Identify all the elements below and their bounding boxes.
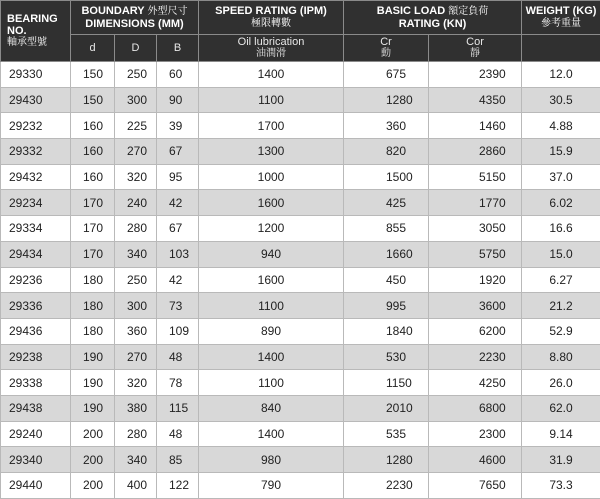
cell-d: 200 xyxy=(71,421,115,447)
cell-weight: 21.2 xyxy=(522,293,600,319)
cell-D: 250 xyxy=(115,62,157,88)
cell-B: 60 xyxy=(157,62,199,88)
cell-bearing-no: 29238 xyxy=(1,344,71,370)
header-dimensions-label: DIMENSIONS (MM) xyxy=(85,18,183,30)
cell-cor: 2860 xyxy=(429,139,522,165)
cell-cr: 820 xyxy=(344,139,429,165)
cell-D: 400 xyxy=(115,473,157,499)
cell-D: 225 xyxy=(115,113,157,139)
cell-B: 103 xyxy=(157,241,199,267)
cell-weight: 12.0 xyxy=(522,62,600,88)
cell-speed: 840 xyxy=(199,395,344,421)
cell-weight: 8.80 xyxy=(522,344,600,370)
cell-cor: 6200 xyxy=(429,318,522,344)
cell-d: 170 xyxy=(71,190,115,216)
cell-B: 42 xyxy=(157,267,199,293)
table-header xyxy=(1,1,600,62)
table-row xyxy=(1,190,600,216)
cell-bearing-no: 29232 xyxy=(1,113,71,139)
cell-d: 200 xyxy=(71,447,115,473)
cell-cor: 1460 xyxy=(429,113,522,139)
cell-d: 190 xyxy=(71,395,115,421)
cell-D: 320 xyxy=(115,164,157,190)
cell-D: 340 xyxy=(115,447,157,473)
cell-cr: 1280 xyxy=(344,447,429,473)
cell-cor: 5750 xyxy=(429,241,522,267)
header-load-label: BASIC LOAD xyxy=(377,5,445,17)
header-weight-label-cn: 參考重量 xyxy=(541,18,581,29)
cell-cr: 2010 xyxy=(344,395,429,421)
header-boundary-label: BOUNDARY xyxy=(81,5,144,17)
cell-cor: 4250 xyxy=(429,370,522,396)
cell-weight: 52.9 xyxy=(522,318,600,344)
cell-cr: 360 xyxy=(344,113,429,139)
cell-cr: 450 xyxy=(344,267,429,293)
table-row xyxy=(1,344,600,370)
header-speed-label: SPEED RATING (IPM) xyxy=(215,5,327,17)
cell-speed: 1400 xyxy=(199,421,344,447)
cell-bearing-no: 29330 xyxy=(1,62,71,88)
cell-speed: 1100 xyxy=(199,293,344,319)
cell-bearing-no: 29338 xyxy=(1,370,71,396)
cell-D: 250 xyxy=(115,267,157,293)
cell-speed: 1200 xyxy=(199,216,344,242)
cell-d: 150 xyxy=(71,62,115,88)
cell-cor: 3600 xyxy=(429,293,522,319)
cell-B: 115 xyxy=(157,395,199,421)
cell-speed: 940 xyxy=(199,241,344,267)
cell-speed: 1100 xyxy=(199,87,344,113)
cell-bearing-no: 29234 xyxy=(1,190,71,216)
cell-D: 280 xyxy=(115,421,157,447)
table-row xyxy=(1,447,600,473)
cell-d: 150 xyxy=(71,87,115,113)
header-bearing-label: BEARING NO. xyxy=(7,13,58,37)
cell-cr: 1280 xyxy=(344,87,429,113)
cell-weight: 31.9 xyxy=(522,447,600,473)
header-sub-oil-label-cn: 油潤滑 xyxy=(199,48,343,60)
cell-d: 180 xyxy=(71,318,115,344)
cell-B: 78 xyxy=(157,370,199,396)
cell-B: 48 xyxy=(157,344,199,370)
cell-d: 190 xyxy=(71,344,115,370)
cell-cr: 1500 xyxy=(344,164,429,190)
cell-speed: 1100 xyxy=(199,370,344,396)
cell-D: 300 xyxy=(115,87,157,113)
cell-D: 300 xyxy=(115,293,157,319)
cell-d: 180 xyxy=(71,267,115,293)
cell-bearing-no: 29432 xyxy=(1,164,71,190)
header-sub-cor-label: Cor xyxy=(466,36,484,48)
cell-speed: 1400 xyxy=(199,62,344,88)
table-row xyxy=(1,164,600,190)
cell-bearing-no: 29436 xyxy=(1,318,71,344)
table-row xyxy=(1,87,600,113)
table-row xyxy=(1,370,600,396)
cell-d: 190 xyxy=(71,370,115,396)
header-dimensions xyxy=(71,1,199,35)
cell-weight: 62.0 xyxy=(522,395,600,421)
table-row xyxy=(1,62,600,88)
cell-speed: 1600 xyxy=(199,190,344,216)
cell-weight: 16.6 xyxy=(522,216,600,242)
table-row xyxy=(1,113,600,139)
cell-cor: 2300 xyxy=(429,421,522,447)
cell-weight: 4.88 xyxy=(522,113,600,139)
cell-D: 240 xyxy=(115,190,157,216)
header-sub-D: D xyxy=(115,35,157,62)
cell-d: 170 xyxy=(71,241,115,267)
header-sub-oil-label: Oil lubrication xyxy=(238,36,305,48)
cell-D: 340 xyxy=(115,241,157,267)
cell-B: 90 xyxy=(157,87,199,113)
cell-bearing-no: 29336 xyxy=(1,293,71,319)
cell-D: 360 xyxy=(115,318,157,344)
cell-cr: 425 xyxy=(344,190,429,216)
table-row xyxy=(1,216,600,242)
header-sub-cr-label: Cr xyxy=(380,36,392,48)
cell-speed: 890 xyxy=(199,318,344,344)
header-sub-weight xyxy=(522,35,600,62)
cell-cor: 1770 xyxy=(429,190,522,216)
header-sub-oil xyxy=(199,35,344,62)
cell-B: 42 xyxy=(157,190,199,216)
cell-D: 280 xyxy=(115,216,157,242)
header-sub-cr xyxy=(344,35,429,62)
cell-d: 200 xyxy=(71,473,115,499)
table-body xyxy=(1,62,600,499)
header-row-sub xyxy=(1,35,600,62)
cell-cr: 995 xyxy=(344,293,429,319)
cell-weight: 73.3 xyxy=(522,473,600,499)
header-bearing-no xyxy=(1,1,71,62)
cell-B: 39 xyxy=(157,113,199,139)
cell-B: 85 xyxy=(157,447,199,473)
cell-D: 270 xyxy=(115,139,157,165)
cell-d: 160 xyxy=(71,113,115,139)
cell-speed: 790 xyxy=(199,473,344,499)
table-row xyxy=(1,395,600,421)
table-row xyxy=(1,318,600,344)
cell-cr: 1840 xyxy=(344,318,429,344)
header-load-label-cn: 額定負荷 xyxy=(448,6,488,17)
cell-B: 48 xyxy=(157,421,199,447)
cell-bearing-no: 29438 xyxy=(1,395,71,421)
cell-B: 67 xyxy=(157,139,199,165)
cell-weight: 15.0 xyxy=(522,241,600,267)
cell-weight: 26.0 xyxy=(522,370,600,396)
cell-B: 122 xyxy=(157,473,199,499)
cell-cor: 2390 xyxy=(429,62,522,88)
cell-weight: 9.14 xyxy=(522,421,600,447)
cell-bearing-no: 29440 xyxy=(1,473,71,499)
header-sub-d: d xyxy=(71,35,115,62)
cell-bearing-no: 29340 xyxy=(1,447,71,473)
cell-weight: 6.27 xyxy=(522,267,600,293)
header-sub-cor xyxy=(429,35,522,62)
table-row xyxy=(1,473,600,499)
cell-weight: 30.5 xyxy=(522,87,600,113)
cell-speed: 1600 xyxy=(199,267,344,293)
cell-speed: 980 xyxy=(199,447,344,473)
cell-cor: 4600 xyxy=(429,447,522,473)
cell-speed: 1700 xyxy=(199,113,344,139)
header-boundary-label-cn: 外型尺寸 xyxy=(148,6,188,17)
cell-cr: 2230 xyxy=(344,473,429,499)
cell-d: 160 xyxy=(71,164,115,190)
cell-cr: 675 xyxy=(344,62,429,88)
cell-cor: 5150 xyxy=(429,164,522,190)
header-row-main xyxy=(1,1,600,35)
table-row xyxy=(1,293,600,319)
header-speed-label-cn: 極限轉數 xyxy=(251,18,291,29)
header-weight-label: WEIGHT (KG) xyxy=(526,5,597,17)
header-sub-cor-label-cn: 靜 xyxy=(429,48,521,60)
header-weight xyxy=(522,1,600,35)
cell-bearing-no: 29332 xyxy=(1,139,71,165)
cell-bearing-no: 29334 xyxy=(1,216,71,242)
cell-speed: 1300 xyxy=(199,139,344,165)
cell-B: 95 xyxy=(157,164,199,190)
cell-cor: 1920 xyxy=(429,267,522,293)
header-sub-cr-label-cn: 動 xyxy=(344,48,428,60)
cell-weight: 6.02 xyxy=(522,190,600,216)
table-row xyxy=(1,241,600,267)
cell-bearing-no: 29434 xyxy=(1,241,71,267)
cell-D: 320 xyxy=(115,370,157,396)
table-row xyxy=(1,139,600,165)
cell-D: 380 xyxy=(115,395,157,421)
cell-d: 160 xyxy=(71,139,115,165)
cell-bearing-no: 29240 xyxy=(1,421,71,447)
cell-speed: 1400 xyxy=(199,344,344,370)
header-sub-B: B xyxy=(157,35,199,62)
cell-B: 67 xyxy=(157,216,199,242)
cell-B: 109 xyxy=(157,318,199,344)
header-load-unit: RATING (KN) xyxy=(399,18,467,30)
cell-d: 170 xyxy=(71,216,115,242)
header-bearing-label-cn: 軸承型號 xyxy=(7,37,70,49)
cell-B: 73 xyxy=(157,293,199,319)
cell-cr: 535 xyxy=(344,421,429,447)
cell-speed: 1000 xyxy=(199,164,344,190)
cell-bearing-no: 29236 xyxy=(1,267,71,293)
header-load xyxy=(344,1,522,35)
cell-cr: 1660 xyxy=(344,241,429,267)
cell-cor: 2230 xyxy=(429,344,522,370)
cell-weight: 37.0 xyxy=(522,164,600,190)
cell-cr: 530 xyxy=(344,344,429,370)
cell-D: 270 xyxy=(115,344,157,370)
table-row xyxy=(1,267,600,293)
cell-cor: 4350 xyxy=(429,87,522,113)
cell-weight: 15.9 xyxy=(522,139,600,165)
cell-d: 180 xyxy=(71,293,115,319)
cell-cor: 3050 xyxy=(429,216,522,242)
cell-cor: 6800 xyxy=(429,395,522,421)
header-speed xyxy=(199,1,344,35)
cell-cr: 1150 xyxy=(344,370,429,396)
cell-cor: 7650 xyxy=(429,473,522,499)
table-row xyxy=(1,421,600,447)
cell-bearing-no: 29430 xyxy=(1,87,71,113)
cell-cr: 855 xyxy=(344,216,429,242)
